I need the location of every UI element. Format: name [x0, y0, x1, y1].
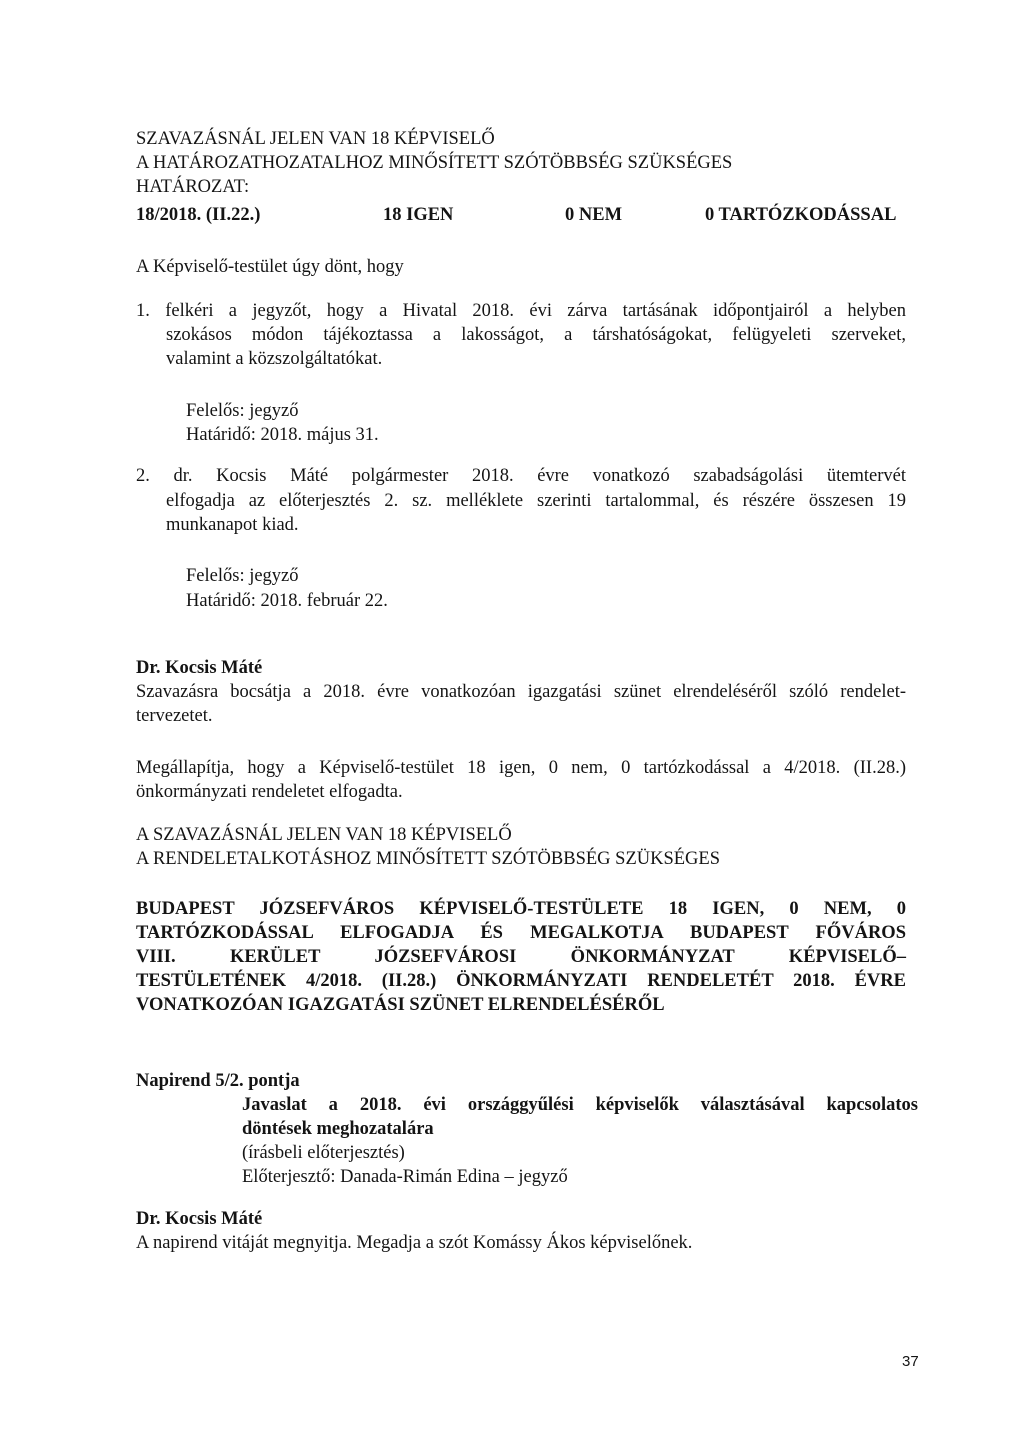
speaker-name: Dr. Kocsis Máté: [136, 658, 263, 678]
finding-line-2: önkormányzati rendeletet elfogadta.: [136, 782, 403, 802]
decree-majority-line: A RENDELETALKOTÁSHOZ MINŐSÍTETT SZÓTÖBBSÉG SZÜKSÉGES: [136, 849, 721, 869]
page-number: 37: [902, 1353, 919, 1370]
speaker-name-2: Dr. Kocsis Máté: [136, 1209, 263, 1229]
agenda-heading: Napirend 5/2. pontja: [136, 1071, 300, 1091]
agenda-title-line-1: Javaslat a 2018. évi országgyűlési képviselők választásával kapcsolatos: [242, 1095, 918, 1115]
decision-item-2-responsible: Felelős: jegyző: [186, 566, 299, 586]
decree-line-4: TESTÜLETÉNEK 4/2018. (II.28.) ÖNKORMÁNYZATI RENDELETÉT 2018. ÉVRE: [136, 971, 906, 991]
decision-item-1-line-1: 1. felkéri a jegyzőt, hogy a Hivatal 2018. évi zárva tartásának időpontjairól a helyben: [136, 301, 906, 321]
decree-attendance-line: A SZAVAZÁSNÁL JELEN VAN 18 KÉPVISELŐ: [136, 825, 512, 845]
decree-line-3: VIII. KERÜLET JÓZSEFVÁROSI ÖNKORMÁNYZAT KÉPVISELŐ–: [136, 947, 906, 967]
decision-item-2-line-3: munkanapot kiad.: [166, 515, 299, 535]
resolution-label: HATÁROZAT:: [136, 177, 250, 197]
decree-line-5: VONATKOZÓAN IGAZGATÁSI SZÜNET ELRENDELÉSÉRŐL: [136, 995, 665, 1015]
decision-item-2-deadline: Határidő: 2018. február 22.: [186, 591, 388, 611]
decision-item-2-line-1: 2. dr. Kocsis Máté polgármester 2018. évre vonatkozó szabadságolási ütemtervét: [136, 466, 906, 486]
agenda-presenter: Előterjesztő: Danada-Rimán Edina – jegyző: [242, 1167, 568, 1187]
speech-line-2: tervezetet.: [136, 706, 213, 726]
decision-item-1-line-2: szokásos módon tájékoztassa a lakosságot, a társhatóságokat, felügyeleti szerveket,: [166, 325, 906, 345]
agenda-submission-type: (írásbeli előterjesztés): [242, 1143, 405, 1163]
agenda-title-line-2: döntések meghozatalára: [242, 1119, 434, 1139]
decision-item-1-responsible: Felelős: jegyző: [186, 401, 299, 421]
vote-no-count: 0 NEM: [565, 205, 623, 225]
vote-majority-line: A HATÁROZATHOZATALHOZ MINŐSÍTETT SZÓTÖBBSÉG SZÜKSÉGES: [136, 153, 733, 173]
decree-line-2: TARTÓZKODÁSSAL ELFOGADJA ÉS MEGALKOTJA BUDAPEST FŐVÁROS: [136, 923, 906, 943]
decision-item-1-deadline: Határidő: 2018. május 31.: [186, 425, 379, 445]
resolution-number: 18/2018. (II.22.): [136, 205, 261, 225]
vote-attendance-line: SZAVAZÁSNÁL JELEN VAN 18 KÉPVISELŐ: [136, 129, 495, 149]
decree-line-1: BUDAPEST JÓZSEFVÁROS KÉPVISELŐ-TESTÜLETE 18 IGEN, 0 NEM, 0: [136, 899, 906, 919]
decision-item-1-line-3: valamint a közszolgáltatókat.: [166, 349, 383, 369]
finding-line-1: Megállapítja, hogy a Képviselő-testület 18 igen, 0 nem, 0 tartózkodással a 4/2018. (II.28.): [136, 758, 906, 778]
decision-item-2-line-2: elfogadja az előterjesztés 2. sz. melléklete szerinti tartalommal, és részére összesen 19: [166, 491, 906, 511]
speech-line-1: Szavazásra bocsátja a 2018. évre vonatkozóan igazgatási szünet elrendeléséről szóló rendelet-: [136, 682, 906, 702]
speech-2-text: A napirend vitáját megnyitja. Megadja a szót Komássy Ákos képviselőnek.: [136, 1233, 693, 1253]
vote-yes-count: 18 IGEN: [383, 205, 454, 225]
vote-abstain-count: 0 TARTÓZKODÁSSAL: [705, 205, 897, 225]
decision-intro: A Képviselő-testület úgy dönt, hogy: [136, 257, 404, 277]
